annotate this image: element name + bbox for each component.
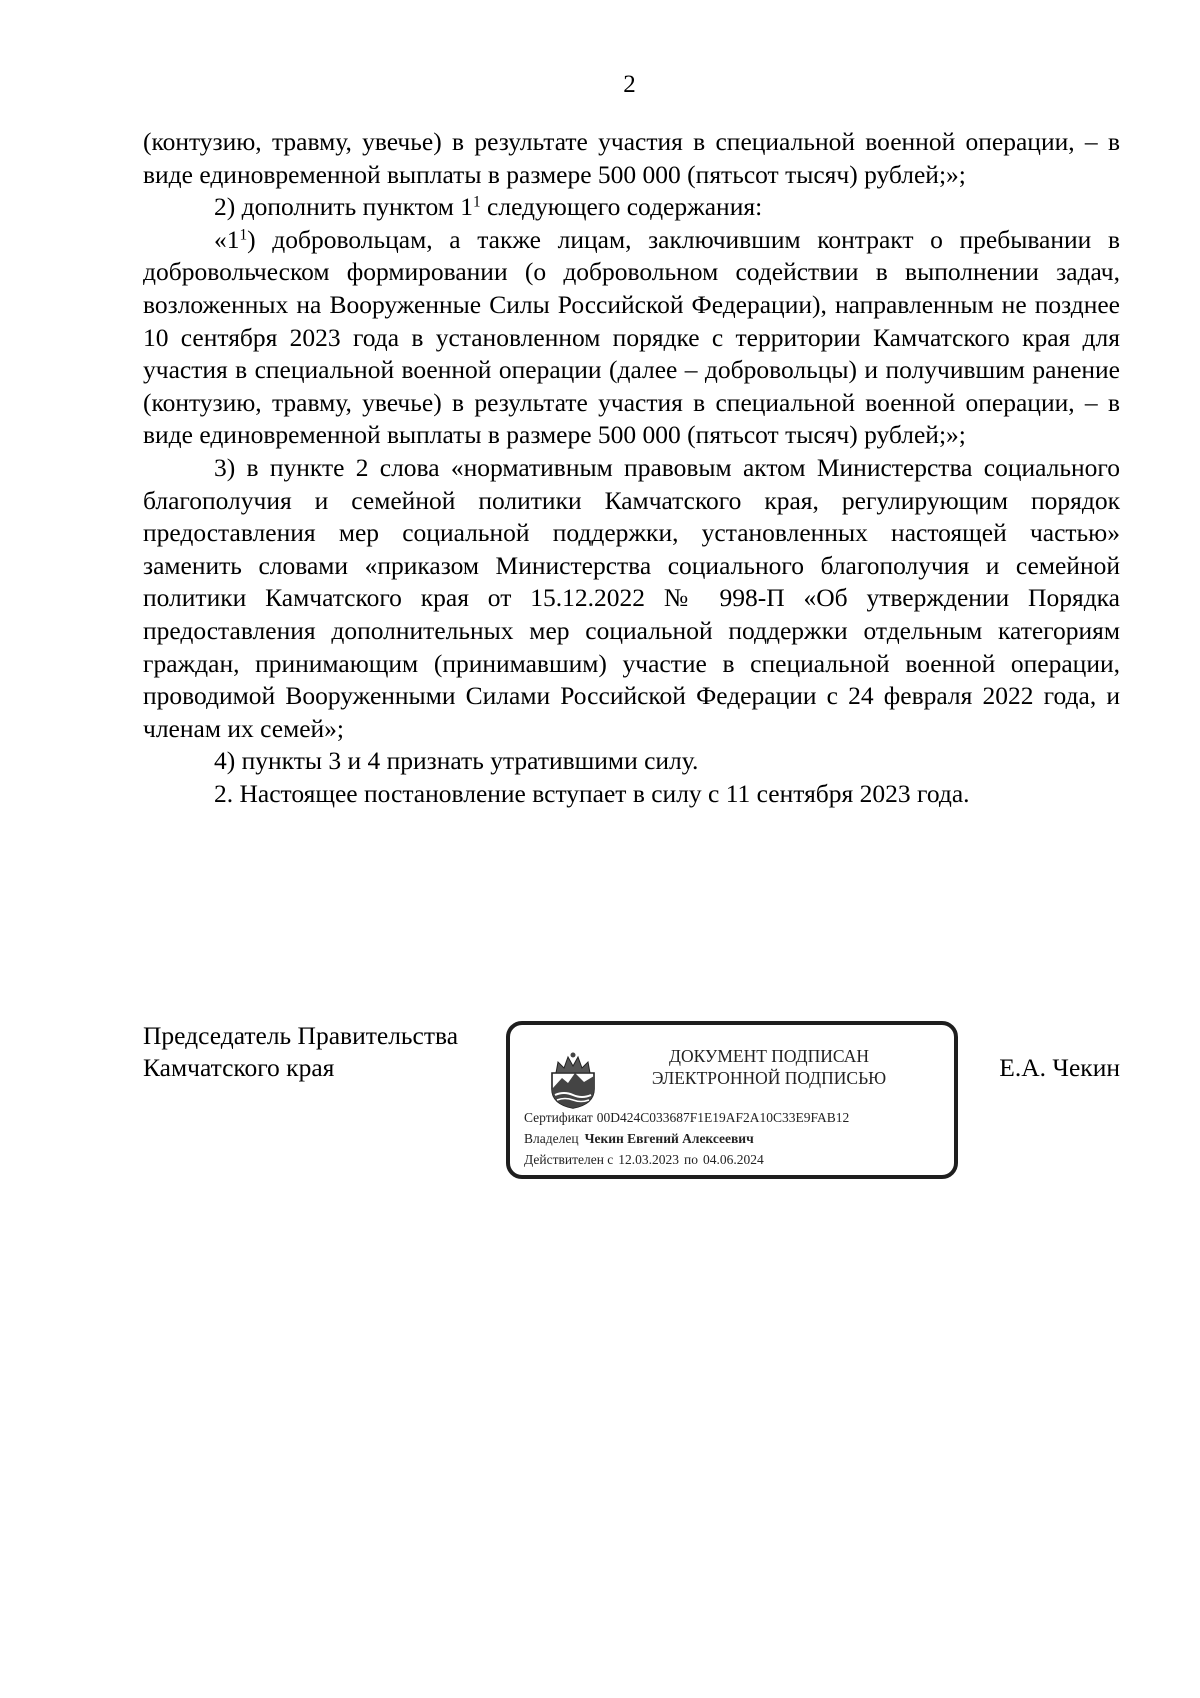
item-2-text-end: следующего содержания: — [480, 192, 763, 222]
certificate-value: 00D424C033687F1E19AF2A10C33E9FAB12 — [596, 1110, 850, 1125]
valid-to-label: по — [684, 1152, 699, 1167]
page-number: 2 — [623, 71, 636, 98]
paragraph-section-2: 2. Настоящее постановление вступает в силу с 11 сентября 2023 года. — [214, 778, 970, 808]
valid-from: 12.03.2023 — [618, 1152, 680, 1167]
stamp-heading-line-1: ДОКУМЕНТ ПОДПИСАН — [669, 1046, 869, 1066]
kamchatka-emblem-icon — [546, 1049, 600, 1109]
item-2-text: 2) дополнить пунктом 1 — [214, 192, 473, 222]
paragraph-item-2 — [143, 191, 1120, 224]
superscript: 1 — [239, 226, 248, 244]
paragraph-item-3: 3) в пункте 2 слова «нормативным правовым актом Министерства социального благополучия и семейной политики Камчатского края, регулирующим порядок предоставления мер социальной поддержки, установленных настоящей частью» заменить словами «приказом Министерства социального благополучия и семейной политики Камчатского края от 15.12.2022 № 998-П «Об утверждении Порядка предоставления дополнительных мер социальной поддержки отдельным категориям граждан, принимающим (принимавшим) участие в специальной военной операции, проводимой Вооруженными Силами Российской Федерации с 24 февраля 2022 года, и членам их семей»; — [143, 452, 1120, 743]
signatory-title-line-2: Камчатского края — [143, 1053, 335, 1082]
paragraph-item-4: 4) пункты 3 и 4 признать утратившими силу. — [214, 746, 699, 776]
item-1-1-text: ) добровольцам, а также лицам, заключившим контракт о пребывании в добровольческом формировании (о добровольном содействии в выполнении задач, возложенных на Вооруженные Силы Российской Федерации), направленным не позднее 10 сентября 2023 года в установленном порядке с территории Камчатского края для участия в специальной военной операции (далее – добровольцы) и получившим ранение (контузию, травму, увечье) в результате участия в специальной военной операции, – в виде единовременной выплаты в размере 500 000 (пятьсот тысяч) рублей;»; — [143, 224, 1120, 450]
stamp-details — [524, 1107, 946, 1170]
item-1-1-prefix: «1 — [214, 224, 240, 254]
paragraph-continuation: (контузию, травму, увечье) в результате участия в специальной военной операции, – в виде единовременной выплаты в размере 500 000 (пятьсот тысяч) рублей;»; — [143, 127, 1120, 189]
stamp-heading — [608, 1045, 930, 1089]
owner-line — [524, 1128, 946, 1149]
owner-value: Чекин Евгений Алексеевич — [584, 1131, 754, 1146]
owner-label: Владелец — [524, 1131, 579, 1146]
electronic-signature-stamp — [506, 1021, 958, 1179]
document-body — [143, 126, 1120, 810]
stamp-heading-line-2: ЭЛЕКТРОННОЙ ПОДПИСЬЮ — [651, 1068, 887, 1088]
certificate-line — [524, 1107, 946, 1128]
validity-line — [524, 1149, 946, 1170]
valid-to: 04.06.2024 — [703, 1152, 764, 1167]
valid-label: Действителен с — [524, 1152, 614, 1167]
signatory-title-line-1: Председатель Правительства — [143, 1021, 459, 1050]
paragraph-item-1-1 — [143, 224, 1120, 452]
signatory-title — [143, 1020, 458, 1084]
signatory-name: Е.А. Чекин — [999, 1053, 1120, 1082]
certificate-label: Сертификат — [524, 1110, 593, 1125]
superscript: 1 — [473, 193, 481, 211]
